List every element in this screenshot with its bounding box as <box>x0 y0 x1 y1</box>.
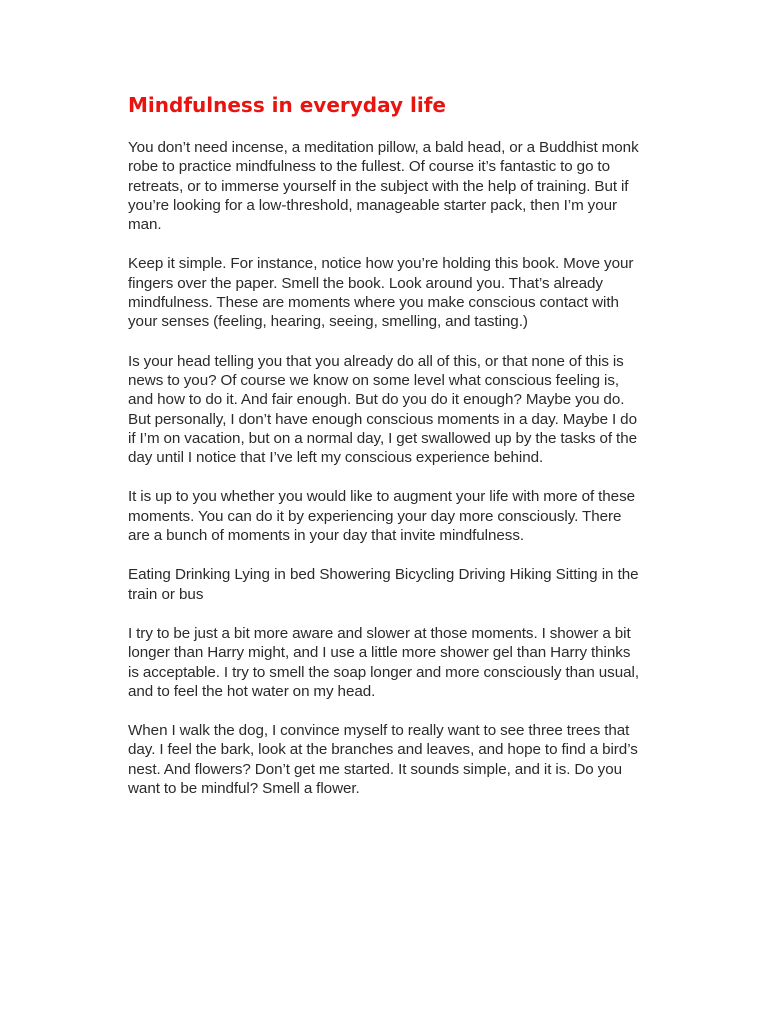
activity-item: Showering <box>319 566 391 584</box>
paragraph: Keep it simple. For instance, notice how you’re holding this book. Move your fingers over the paper. Smell the book. Look around you. That’s already mindfulness. These are moments where you make conscious contact with your senses (feeling, hearing, seeing, smelling, and tasting.) <box>128 255 634 331</box>
paragraph: It is up to you whether you would like to augment your life with more of these moments. You can do it by experiencing your day more consciously. There are a bunch of moments in your day that invite mindfulness. <box>128 488 636 545</box>
activity-item: Sitting in the train or bus <box>128 566 639 603</box>
paragraph: I try to be just a bit more aware and slower at those moments. I shower a bit longer than Harry might, and I use a little more shower gel than Harry thinks is acceptable. I try to smell the soap longer and more consciously than usual, and to feel the hot water on my head. <box>128 624 639 700</box>
activity-item: Drinking <box>174 566 231 584</box>
document-page <box>128 92 644 818</box>
paragraph: Is your head telling you that you already do all of this, or that none of this is news to you? Of course we know on some level what conscious feeling is, and how to do it. And fair enough. But do you do it enough? Maybe you do. But personally, I don’t have enough conscious moments in a day. Maybe I do if I’m on vacation, but on a normal day, I get swallowed up by the tasks of the day until I notice that I’ve left my conscious experience behind. <box>128 352 638 467</box>
page-title: Mindfulness in everyday life <box>128 93 446 117</box>
activities-list <box>128 565 644 604</box>
activity-item: Lying in bed <box>234 566 316 584</box>
activity-item: Hiking <box>509 566 552 584</box>
paragraph: When I walk the dog, I convince myself to really want to see three trees that day. I feel the bark, look at the branches and leaves, and hope to find a bird’s nest. And flowers? Don’t get me started. It sounds simple, and it is. Do you want to be mindful? Smell a flower. <box>128 722 638 798</box>
paragraph: You don’t need incense, a meditation pillow, a bald head, or a Buddhist monk robe to practice mindfulness to the fullest. Of course it’s fantastic to go to retreats, or to immerse yourself in the subject with the help of training. But if you’re looking for a low-threshold, manageable starter pack, then I’m your man. <box>128 139 639 234</box>
activity-item: Eating <box>128 566 171 584</box>
activity-item: Bicycling <box>394 566 455 584</box>
activity-item: Driving <box>458 566 506 584</box>
